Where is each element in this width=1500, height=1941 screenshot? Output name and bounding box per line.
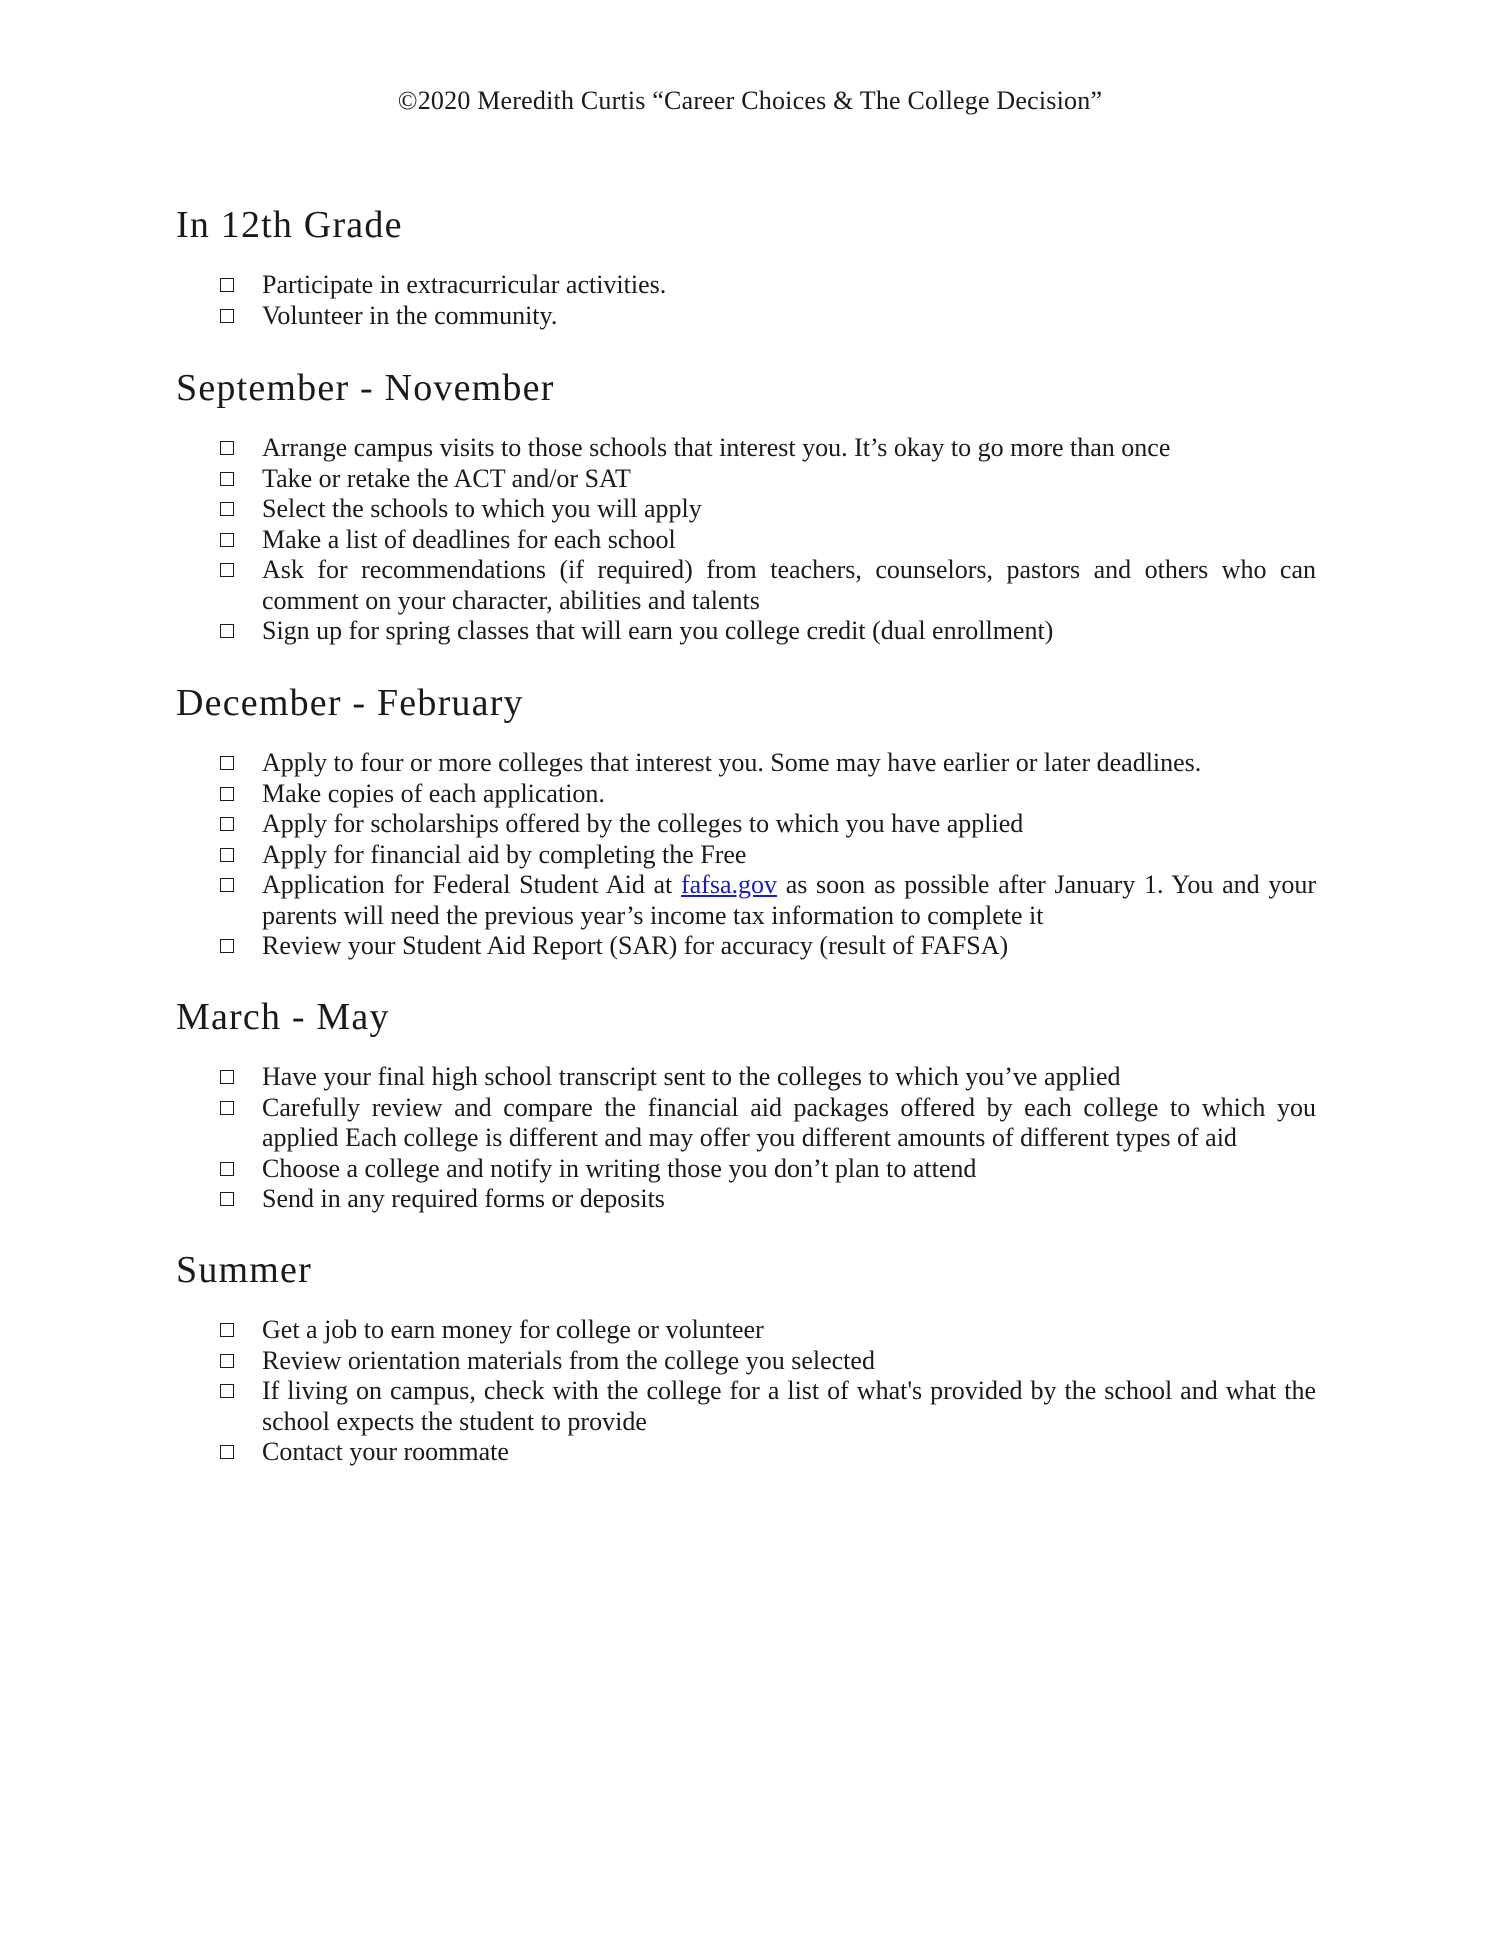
checklist-item xyxy=(176,464,1316,495)
item-text: Arrange campus visits to those schools that interest you. It’s okay to go more than once xyxy=(262,433,1171,462)
item-text-after-link: as soon as possible after January 1. You and your parents will need the previous year’s income tax information to complete it xyxy=(262,870,1316,930)
checkbox[interactable] xyxy=(220,309,234,323)
item-text: Ask for recommendations (if required) from teachers, counselors, pastors and others who can comment on your character, abilities and talents xyxy=(262,555,1316,615)
section-summer xyxy=(176,1247,1316,1468)
checkbox[interactable] xyxy=(220,756,234,770)
item-text: Make a list of deadlines for each school xyxy=(262,524,676,554)
checklist-item xyxy=(176,1184,1316,1215)
checklist-item xyxy=(176,270,1316,301)
item-text: Review orientation materials from the college you selected xyxy=(262,1345,875,1375)
section-12th-grade xyxy=(176,202,1316,331)
checkbox[interactable] xyxy=(220,939,234,953)
checkbox[interactable] xyxy=(220,1192,234,1206)
section-december-february xyxy=(176,680,1316,962)
checkbox[interactable] xyxy=(220,472,234,486)
checkbox[interactable] xyxy=(220,502,234,516)
checklist-item xyxy=(176,301,1316,332)
checkbox[interactable] xyxy=(220,787,234,801)
item-text: Participate in extracurricular activities. xyxy=(262,270,667,299)
checklist-item xyxy=(176,555,1316,616)
section-title: December - February xyxy=(176,682,524,724)
checklist-item xyxy=(176,433,1316,464)
checkbox[interactable] xyxy=(220,278,234,292)
item-text: Apply for scholarships offered by the colleges to which you have applied xyxy=(262,809,1024,838)
item-text: Apply for financial aid by completing the Free xyxy=(262,839,747,869)
checkbox[interactable] xyxy=(220,624,234,638)
item-text: Make copies of each application. xyxy=(262,778,605,808)
section-march-may xyxy=(176,994,1316,1215)
checkbox[interactable] xyxy=(220,1101,234,1115)
item-text: Get a job to earn money for college or volunteer xyxy=(262,1315,764,1344)
item-text: Apply to four or more colleges that interest you. Some may have earlier or later deadlines. xyxy=(262,748,1202,777)
checkbox[interactable] xyxy=(220,1070,234,1084)
checklist-item xyxy=(176,1376,1316,1437)
checklist xyxy=(176,433,1316,647)
checklist-item xyxy=(176,1437,1316,1468)
checklist-item xyxy=(176,525,1316,556)
checkbox[interactable] xyxy=(220,1445,234,1459)
checklist-item xyxy=(176,1315,1316,1346)
item-text: Have your final high school transcript sent to the colleges to which you’ve applied xyxy=(262,1062,1121,1091)
checklist xyxy=(176,1315,1316,1468)
item-text: Send in any required forms or deposits xyxy=(262,1184,665,1213)
item-text: Choose a college and notify in writing those you don’t plan to attend xyxy=(262,1153,977,1183)
section-title: September - November xyxy=(176,367,555,409)
item-text: Take or retake the ACT and/or SAT xyxy=(262,463,631,493)
item-text: Volunteer in the community. xyxy=(262,300,558,330)
item-text: Contact your roommate xyxy=(262,1437,509,1466)
checkbox[interactable] xyxy=(220,817,234,831)
section-september-november xyxy=(176,365,1316,647)
checkbox[interactable] xyxy=(220,878,234,892)
item-text: Review your Student Aid Report (SAR) for accuracy (result of FAFSA) xyxy=(262,931,1009,960)
checklist-item xyxy=(176,616,1316,647)
item-text: Carefully review and compare the financial aid packages offered by each college to which you applied Each college is different and may offer you different amounts of different types of aid xyxy=(262,1092,1316,1152)
section-title: Summer xyxy=(176,1249,312,1291)
checklist xyxy=(176,748,1316,962)
item-text: If living on campus, check with the college for a list of what's provided by the school and what the school expects the student to provide xyxy=(262,1376,1316,1436)
item-text-before-link: Application for Federal Student Aid at xyxy=(262,870,681,899)
checkbox[interactable] xyxy=(220,441,234,455)
checklist-item xyxy=(176,779,1316,810)
checkbox[interactable] xyxy=(220,1323,234,1337)
checklist-item xyxy=(176,1062,1316,1093)
page-header: ©2020 Meredith Curtis “Career Choices & The College Decision” xyxy=(397,86,1103,115)
checkbox[interactable] xyxy=(220,1354,234,1368)
section-title: In 12th Grade xyxy=(176,204,403,246)
checklist-item xyxy=(176,748,1316,779)
checklist-item-fafsa xyxy=(176,870,1316,931)
checkbox[interactable] xyxy=(220,533,234,547)
checkbox[interactable] xyxy=(220,563,234,577)
checklist-item xyxy=(176,809,1316,840)
checklist-item xyxy=(176,840,1316,871)
checklist xyxy=(176,1062,1316,1215)
checklist xyxy=(176,270,1316,331)
fafsa-link[interactable]: fafsa.gov xyxy=(680,870,777,899)
checklist-item xyxy=(176,494,1316,525)
checklist-item xyxy=(176,931,1316,962)
item-text: Sign up for spring classes that will earn you college credit (dual enrollment) xyxy=(262,616,1054,645)
checklist-item xyxy=(176,1093,1316,1154)
checkbox[interactable] xyxy=(220,1162,234,1176)
checklist-item xyxy=(176,1346,1316,1377)
checkbox[interactable] xyxy=(220,1384,234,1398)
checkbox[interactable] xyxy=(220,848,234,862)
section-title: March - May xyxy=(176,996,390,1038)
checklist-item xyxy=(176,1154,1316,1185)
item-text: Select the schools to which you will apply xyxy=(262,494,702,523)
